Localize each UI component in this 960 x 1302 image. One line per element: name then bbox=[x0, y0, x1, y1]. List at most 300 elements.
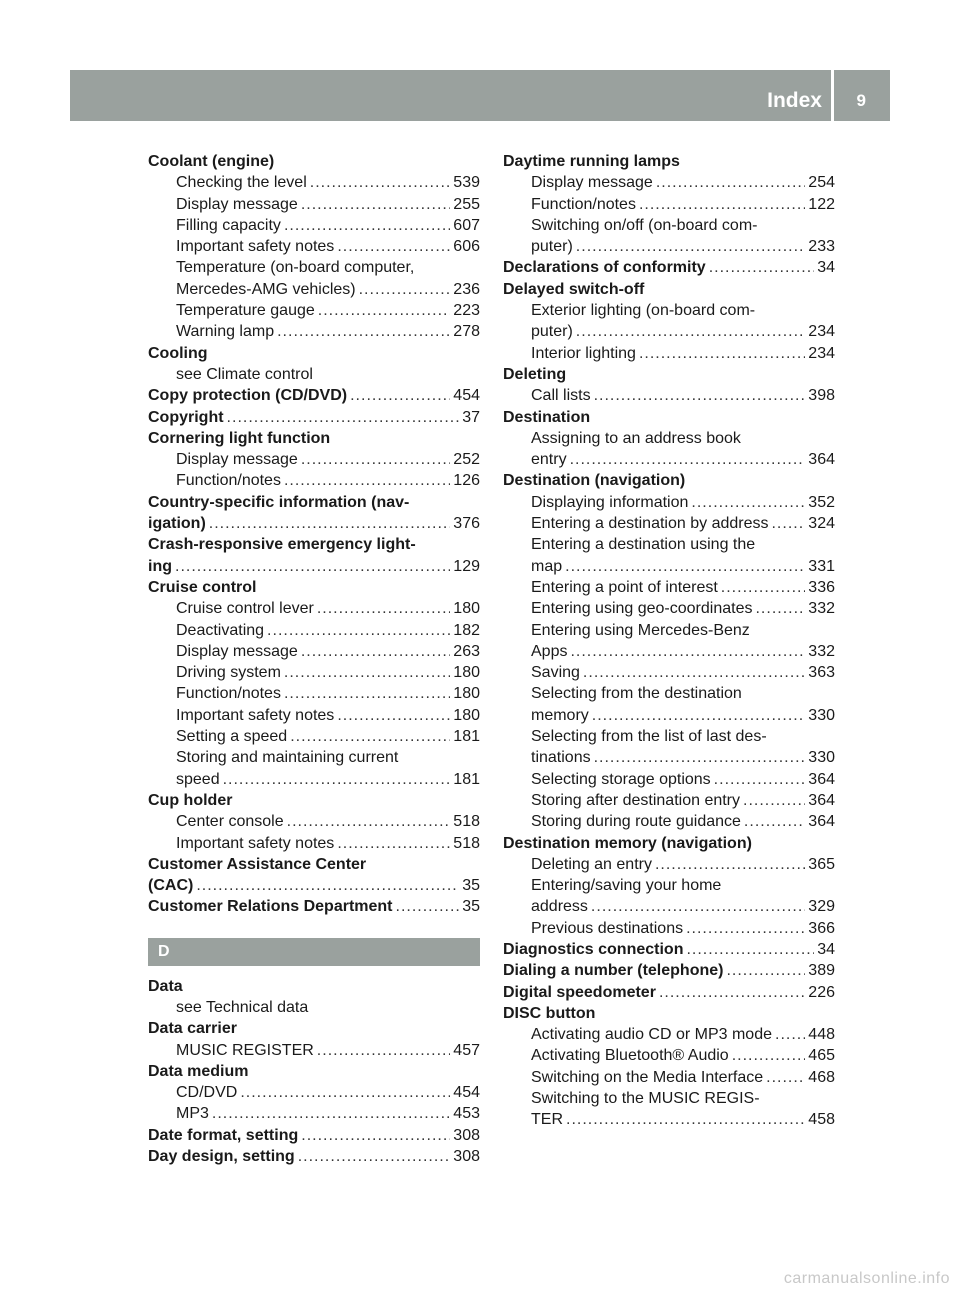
entry-text: Cornering light function bbox=[148, 429, 331, 447]
page-ref: 398 bbox=[808, 387, 835, 405]
page-ref: 263 bbox=[453, 642, 480, 660]
dot-leader bbox=[227, 407, 460, 428]
entry-text: see Technical data bbox=[176, 998, 309, 1016]
entry-text: address bbox=[531, 898, 588, 916]
index-entry bbox=[503, 470, 835, 491]
entry-text: Deleting bbox=[503, 365, 567, 383]
entry-text: Data carrier bbox=[148, 1020, 237, 1038]
dot-leader bbox=[301, 1125, 450, 1146]
entry-text: Function/notes bbox=[531, 195, 636, 213]
entry-text: Important safety notes bbox=[176, 238, 335, 256]
index-subentry bbox=[503, 790, 835, 811]
entry-text: Filling capacity bbox=[176, 216, 281, 234]
entry-text: Digital speedometer bbox=[503, 983, 656, 1001]
index-entry bbox=[148, 151, 480, 172]
entry-text: Diagnostics connection bbox=[503, 940, 684, 958]
index-subentry bbox=[148, 321, 480, 342]
entry-text: Function/notes bbox=[176, 472, 281, 490]
page-ref: 234 bbox=[808, 323, 835, 341]
dot-leader bbox=[721, 577, 806, 598]
index-subentry bbox=[503, 747, 835, 768]
index-subentry bbox=[503, 534, 835, 555]
page-ref: 234 bbox=[808, 344, 835, 362]
index-subentry bbox=[503, 641, 835, 662]
entry-text: Setting a speed bbox=[176, 728, 288, 746]
page-ref: 330 bbox=[808, 706, 835, 724]
page-ref: 364 bbox=[808, 791, 835, 809]
entry-text: Call lists bbox=[531, 387, 591, 405]
index-entry bbox=[148, 534, 480, 555]
dot-leader bbox=[639, 343, 805, 364]
entry-text: Destination bbox=[503, 408, 591, 426]
dot-leader bbox=[267, 620, 450, 641]
page-ref: 376 bbox=[453, 515, 480, 533]
page-ref: 454 bbox=[453, 387, 480, 405]
index-column-left bbox=[148, 151, 480, 1167]
entry-text: Date format, setting bbox=[148, 1126, 299, 1144]
index-subentry bbox=[148, 1103, 480, 1124]
section-header: D bbox=[148, 938, 480, 966]
dot-leader bbox=[656, 172, 805, 193]
index-subentry bbox=[503, 492, 835, 513]
index-entry bbox=[148, 854, 480, 875]
entry-text: MUSIC REGISTER bbox=[176, 1041, 314, 1059]
entry-text: Selecting from the list of last des- bbox=[531, 728, 767, 746]
entry-text: Mercedes-AMG vehicles) bbox=[176, 280, 356, 298]
entry-text: Activating audio CD or MP3 mode bbox=[531, 1026, 772, 1044]
watermark: carmanualsonline.info bbox=[783, 1270, 950, 1287]
entry-text: Entering a point of interest bbox=[531, 578, 718, 596]
dot-leader bbox=[301, 194, 450, 215]
index-entry bbox=[503, 960, 835, 981]
page-ref: 254 bbox=[808, 174, 835, 192]
page-ref: 308 bbox=[453, 1148, 480, 1166]
dot-leader bbox=[301, 449, 450, 470]
index-subentry bbox=[148, 833, 480, 854]
index-subentry bbox=[503, 215, 835, 236]
index-entry bbox=[148, 1018, 480, 1039]
page-header bbox=[70, 70, 890, 121]
index-entry bbox=[148, 577, 480, 598]
dot-leader bbox=[655, 854, 805, 875]
index-subentry bbox=[503, 620, 835, 641]
index-subentry bbox=[503, 769, 835, 790]
dot-leader bbox=[686, 918, 805, 939]
index-subentry bbox=[148, 598, 480, 619]
page-ref: 180 bbox=[453, 600, 480, 618]
index-entry bbox=[148, 428, 480, 449]
dot-leader bbox=[755, 598, 805, 619]
entry-text: Apps bbox=[531, 642, 568, 660]
index-entry bbox=[148, 407, 480, 428]
index-subentry bbox=[148, 811, 480, 832]
entry-text: CD/DVD bbox=[176, 1084, 238, 1102]
index-subentry bbox=[503, 1045, 835, 1066]
index-entry bbox=[148, 875, 480, 896]
page-ref: 363 bbox=[808, 664, 835, 682]
index-subentry bbox=[148, 662, 480, 683]
dot-leader bbox=[592, 705, 806, 726]
index-entry bbox=[148, 385, 480, 406]
index-subentry bbox=[503, 705, 835, 726]
dot-leader bbox=[317, 1040, 451, 1061]
index-subentry bbox=[503, 662, 835, 683]
dot-leader bbox=[639, 194, 805, 215]
page-ref: 364 bbox=[808, 770, 835, 788]
dot-leader bbox=[310, 172, 451, 193]
page-ref: 122 bbox=[808, 195, 835, 213]
entry-text: igation) bbox=[148, 515, 206, 533]
page-ref: 278 bbox=[453, 323, 480, 341]
index-subentry bbox=[503, 236, 835, 257]
index-subentry bbox=[503, 726, 835, 747]
dot-leader bbox=[691, 492, 805, 513]
dot-leader bbox=[565, 556, 805, 577]
dot-leader bbox=[175, 556, 450, 577]
entry-text: Day design, setting bbox=[148, 1148, 295, 1166]
index-entry bbox=[148, 976, 480, 997]
dot-leader bbox=[337, 236, 450, 257]
page-ref: 180 bbox=[453, 664, 480, 682]
index-subentry bbox=[503, 513, 835, 534]
entry-text: Deleting an entry bbox=[531, 855, 652, 873]
entry-text: Displaying information bbox=[531, 493, 689, 511]
dot-leader bbox=[583, 662, 805, 683]
entry-text: Previous destinations bbox=[531, 919, 684, 937]
entry-text: Copy protection (CD/DVD) bbox=[148, 387, 348, 405]
page-ref: 468 bbox=[808, 1068, 835, 1086]
page-ref: 518 bbox=[453, 834, 480, 852]
entry-text: Entering using Mercedes-Benz bbox=[531, 621, 750, 639]
page-ref: 181 bbox=[453, 770, 480, 788]
index-subentry bbox=[148, 683, 480, 704]
dot-leader bbox=[576, 321, 806, 342]
index-subentry bbox=[503, 449, 835, 470]
index-entry bbox=[503, 1003, 835, 1024]
dot-leader bbox=[594, 385, 806, 406]
entry-text: Switching on/off (on-board com- bbox=[531, 216, 758, 234]
page-ref: 457 bbox=[453, 1041, 480, 1059]
index-subentry bbox=[503, 343, 835, 364]
index-subentry bbox=[148, 364, 480, 385]
entry-text: map bbox=[531, 557, 563, 575]
page-ref: 233 bbox=[808, 238, 835, 256]
index-subentry bbox=[148, 1082, 480, 1103]
index-subentry bbox=[503, 321, 835, 342]
page-ref: 365 bbox=[808, 855, 835, 873]
page-ref: 252 bbox=[453, 451, 480, 469]
page-ref: 223 bbox=[453, 302, 480, 320]
index-entry bbox=[148, 1125, 480, 1146]
index-entry bbox=[148, 556, 480, 577]
index-subentry bbox=[148, 236, 480, 257]
header-divider bbox=[831, 70, 834, 121]
entry-text: Temperature gauge bbox=[176, 302, 315, 320]
entry-text: Important safety notes bbox=[176, 834, 335, 852]
entry-text: Display message bbox=[176, 642, 298, 660]
entry-text: Interior lighting bbox=[531, 344, 636, 362]
page-ref: 330 bbox=[808, 749, 835, 767]
entry-text: Saving bbox=[531, 664, 580, 682]
index-subentry bbox=[503, 428, 835, 449]
index-subentry bbox=[503, 577, 835, 598]
dot-leader bbox=[566, 1109, 805, 1130]
entry-text: Activating Bluetooth® Audio bbox=[531, 1047, 729, 1065]
dot-leader bbox=[576, 236, 806, 257]
index-subentry bbox=[148, 215, 480, 236]
dot-leader bbox=[301, 641, 450, 662]
entry-text: Customer Assistance Center bbox=[148, 855, 367, 873]
entry-text: Entering/saving your home bbox=[531, 877, 722, 895]
page-ref: 364 bbox=[808, 451, 835, 469]
entry-text: Country-specific information (nav- bbox=[148, 493, 410, 511]
entry-text: Copyright bbox=[148, 408, 224, 426]
entry-text: Switching to the MUSIC REGIS- bbox=[531, 1090, 760, 1108]
entry-text: Crash-responsive emergency light- bbox=[148, 536, 416, 554]
entry-text: Cruise control bbox=[148, 578, 257, 596]
dot-leader bbox=[766, 1067, 805, 1088]
page-ref: 465 bbox=[808, 1047, 835, 1065]
index-subentry bbox=[148, 257, 480, 278]
index-subentry bbox=[148, 769, 480, 790]
entry-text: puter) bbox=[531, 238, 573, 256]
index-column-right bbox=[503, 151, 835, 1131]
index-entry bbox=[148, 343, 480, 364]
entry-text: Center console bbox=[176, 813, 284, 831]
dot-leader bbox=[570, 641, 805, 662]
entry-text: Assigning to an address book bbox=[531, 429, 741, 447]
entry-text: Deactivating bbox=[176, 621, 265, 639]
entry-text: tinations bbox=[531, 749, 591, 767]
page-ref: 34 bbox=[817, 259, 835, 277]
index-subentry bbox=[148, 470, 480, 491]
entry-text: Customer Relations Department bbox=[148, 898, 393, 916]
dot-leader bbox=[284, 662, 450, 683]
dot-leader bbox=[284, 683, 450, 704]
dot-leader bbox=[317, 598, 450, 619]
page-ref: 329 bbox=[808, 898, 835, 916]
index-subentry bbox=[503, 1088, 835, 1109]
entry-text: Switching on the Media Interface bbox=[531, 1068, 764, 1086]
index-subentry bbox=[148, 747, 480, 768]
index-subentry bbox=[148, 997, 480, 1018]
dot-leader bbox=[726, 960, 805, 981]
page-ref: 37 bbox=[462, 408, 480, 426]
entry-text: Exterior lighting (on-board com- bbox=[531, 302, 756, 320]
dot-leader bbox=[290, 726, 450, 747]
entry-text: Cup holder bbox=[148, 791, 233, 809]
page-ref: 389 bbox=[808, 962, 835, 980]
entry-text: Checking the level bbox=[176, 174, 307, 192]
dot-leader bbox=[277, 321, 450, 342]
index-entry bbox=[503, 407, 835, 428]
page-number: 9 bbox=[856, 91, 866, 110]
index-subentry bbox=[148, 641, 480, 662]
index-entry bbox=[503, 279, 835, 300]
page-ref: 236 bbox=[453, 280, 480, 298]
page-ref: 331 bbox=[808, 557, 835, 575]
dot-leader bbox=[196, 875, 459, 896]
page-ref: 181 bbox=[453, 728, 480, 746]
entry-text: Destination memory (navigation) bbox=[503, 834, 752, 852]
index-subentry bbox=[148, 1040, 480, 1061]
page-ref: 308 bbox=[453, 1126, 480, 1144]
entry-text: Destination (navigation) bbox=[503, 472, 686, 490]
index-subentry bbox=[503, 385, 835, 406]
page-ref: 453 bbox=[453, 1105, 480, 1123]
index-subentry bbox=[503, 918, 835, 939]
page-ref: 255 bbox=[453, 195, 480, 213]
dot-leader bbox=[337, 705, 450, 726]
page-ref: 182 bbox=[453, 621, 480, 639]
entry-text: Declarations of conformity bbox=[503, 259, 706, 277]
index-entry bbox=[503, 982, 835, 1003]
index-subentry bbox=[148, 300, 480, 321]
dot-leader bbox=[337, 833, 450, 854]
index-subentry bbox=[503, 683, 835, 704]
entry-text: Dialing a number (telephone) bbox=[503, 962, 724, 980]
page-ref: 448 bbox=[808, 1026, 835, 1044]
entry-text: Data bbox=[148, 977, 183, 995]
entry-text: see Climate control bbox=[176, 365, 313, 383]
index-subentry bbox=[503, 1109, 835, 1130]
dot-leader bbox=[594, 747, 806, 768]
entry-text: Display message bbox=[531, 174, 653, 192]
dot-leader bbox=[686, 939, 814, 960]
index-subentry bbox=[503, 172, 835, 193]
entry-text: Entering a destination using the bbox=[531, 536, 756, 554]
index-entry bbox=[503, 151, 835, 172]
entry-text: Important safety notes bbox=[176, 706, 335, 724]
dot-leader bbox=[350, 385, 450, 406]
index-subentry bbox=[503, 875, 835, 896]
dot-leader bbox=[709, 257, 815, 278]
dot-leader bbox=[396, 896, 460, 917]
page-ref: 180 bbox=[453, 685, 480, 703]
page-ref: 35 bbox=[462, 898, 480, 916]
entry-text: Cooling bbox=[148, 344, 208, 362]
dot-leader bbox=[318, 300, 451, 321]
index-entry bbox=[148, 1146, 480, 1167]
index-entry bbox=[148, 896, 480, 917]
dot-leader bbox=[212, 1103, 450, 1124]
entry-text: (CAC) bbox=[148, 877, 194, 895]
index-entry bbox=[148, 1061, 480, 1082]
index-entry bbox=[503, 939, 835, 960]
page-ref: 332 bbox=[808, 642, 835, 660]
entry-text: ing bbox=[148, 557, 172, 575]
entry-text: Selecting storage options bbox=[531, 770, 711, 788]
entry-text: Warning lamp bbox=[176, 323, 275, 341]
index-subentry bbox=[148, 620, 480, 641]
entry-text: Storing and maintaining current bbox=[176, 749, 399, 767]
entry-text: Selecting from the destination bbox=[531, 685, 742, 703]
dot-leader bbox=[771, 513, 805, 534]
page-ref: 454 bbox=[453, 1084, 480, 1102]
dot-leader bbox=[744, 811, 805, 832]
entry-text: puter) bbox=[531, 323, 573, 341]
entry-text: Coolant (engine) bbox=[148, 153, 275, 170]
page-ref: 458 bbox=[808, 1111, 835, 1129]
entry-text: entry bbox=[531, 451, 567, 469]
dot-leader bbox=[775, 1024, 805, 1045]
index-subentry bbox=[503, 194, 835, 215]
entry-text: Entering a destination by address bbox=[531, 515, 769, 533]
index-entry bbox=[148, 513, 480, 534]
dot-leader bbox=[284, 215, 450, 236]
index-subentry bbox=[503, 896, 835, 917]
entry-text: DISC button bbox=[503, 1004, 596, 1022]
index-subentry bbox=[503, 1024, 835, 1045]
page-ref: 34 bbox=[817, 940, 835, 958]
dot-leader bbox=[223, 769, 451, 790]
page-ref: 35 bbox=[462, 877, 480, 895]
index-entry bbox=[148, 492, 480, 513]
page-ref: 332 bbox=[808, 600, 835, 618]
entry-text: TER bbox=[531, 1111, 563, 1129]
entry-text: Function/notes bbox=[176, 685, 281, 703]
index-subentry bbox=[148, 705, 480, 726]
index-subentry bbox=[148, 279, 480, 300]
page-ref: 539 bbox=[453, 174, 480, 192]
page-ref: 364 bbox=[808, 813, 835, 831]
index-entry bbox=[148, 790, 480, 811]
dot-leader bbox=[284, 470, 450, 491]
entry-text: MP3 bbox=[176, 1105, 209, 1123]
entry-text: Daytime running lamps bbox=[503, 153, 680, 170]
dot-leader bbox=[240, 1082, 450, 1103]
entry-text: speed bbox=[176, 770, 220, 788]
page-ref: 226 bbox=[808, 983, 835, 1001]
index-entry bbox=[503, 364, 835, 385]
index-subentry bbox=[503, 598, 835, 619]
dot-leader bbox=[659, 982, 805, 1003]
page-ref: 352 bbox=[808, 493, 835, 511]
page-ref: 324 bbox=[808, 515, 835, 533]
index-subentry bbox=[503, 300, 835, 321]
dot-leader bbox=[287, 811, 451, 832]
dot-leader bbox=[359, 279, 451, 300]
entry-text: Entering using geo-coordinates bbox=[531, 600, 753, 618]
entry-text: Display message bbox=[176, 451, 298, 469]
dot-leader bbox=[591, 896, 805, 917]
index-subentry bbox=[148, 726, 480, 747]
page-ref: 518 bbox=[453, 813, 480, 831]
page-ref: 129 bbox=[453, 557, 480, 575]
entry-text: Display message bbox=[176, 195, 298, 213]
index-entry bbox=[503, 833, 835, 854]
header-title: Index bbox=[767, 89, 822, 112]
entry-text: Delayed switch-off bbox=[503, 280, 645, 298]
index-subentry bbox=[503, 854, 835, 875]
page-ref: 336 bbox=[808, 578, 835, 596]
entry-text: Cruise control lever bbox=[176, 600, 314, 618]
dot-leader bbox=[570, 449, 806, 470]
index-subentry bbox=[503, 811, 835, 832]
entry-text: Storing after destination entry bbox=[531, 791, 741, 809]
index-subentry bbox=[503, 556, 835, 577]
page-ref: 180 bbox=[453, 706, 480, 724]
entry-text: Driving system bbox=[176, 664, 281, 682]
dot-leader bbox=[714, 769, 806, 790]
dot-leader bbox=[209, 513, 451, 534]
entry-text: Data medium bbox=[148, 1062, 249, 1080]
index-entry bbox=[503, 257, 835, 278]
page-ref: 606 bbox=[453, 238, 480, 256]
index-subentry bbox=[503, 1067, 835, 1088]
entry-text: Temperature (on-board computer, bbox=[176, 259, 415, 277]
index-subentry bbox=[148, 172, 480, 193]
